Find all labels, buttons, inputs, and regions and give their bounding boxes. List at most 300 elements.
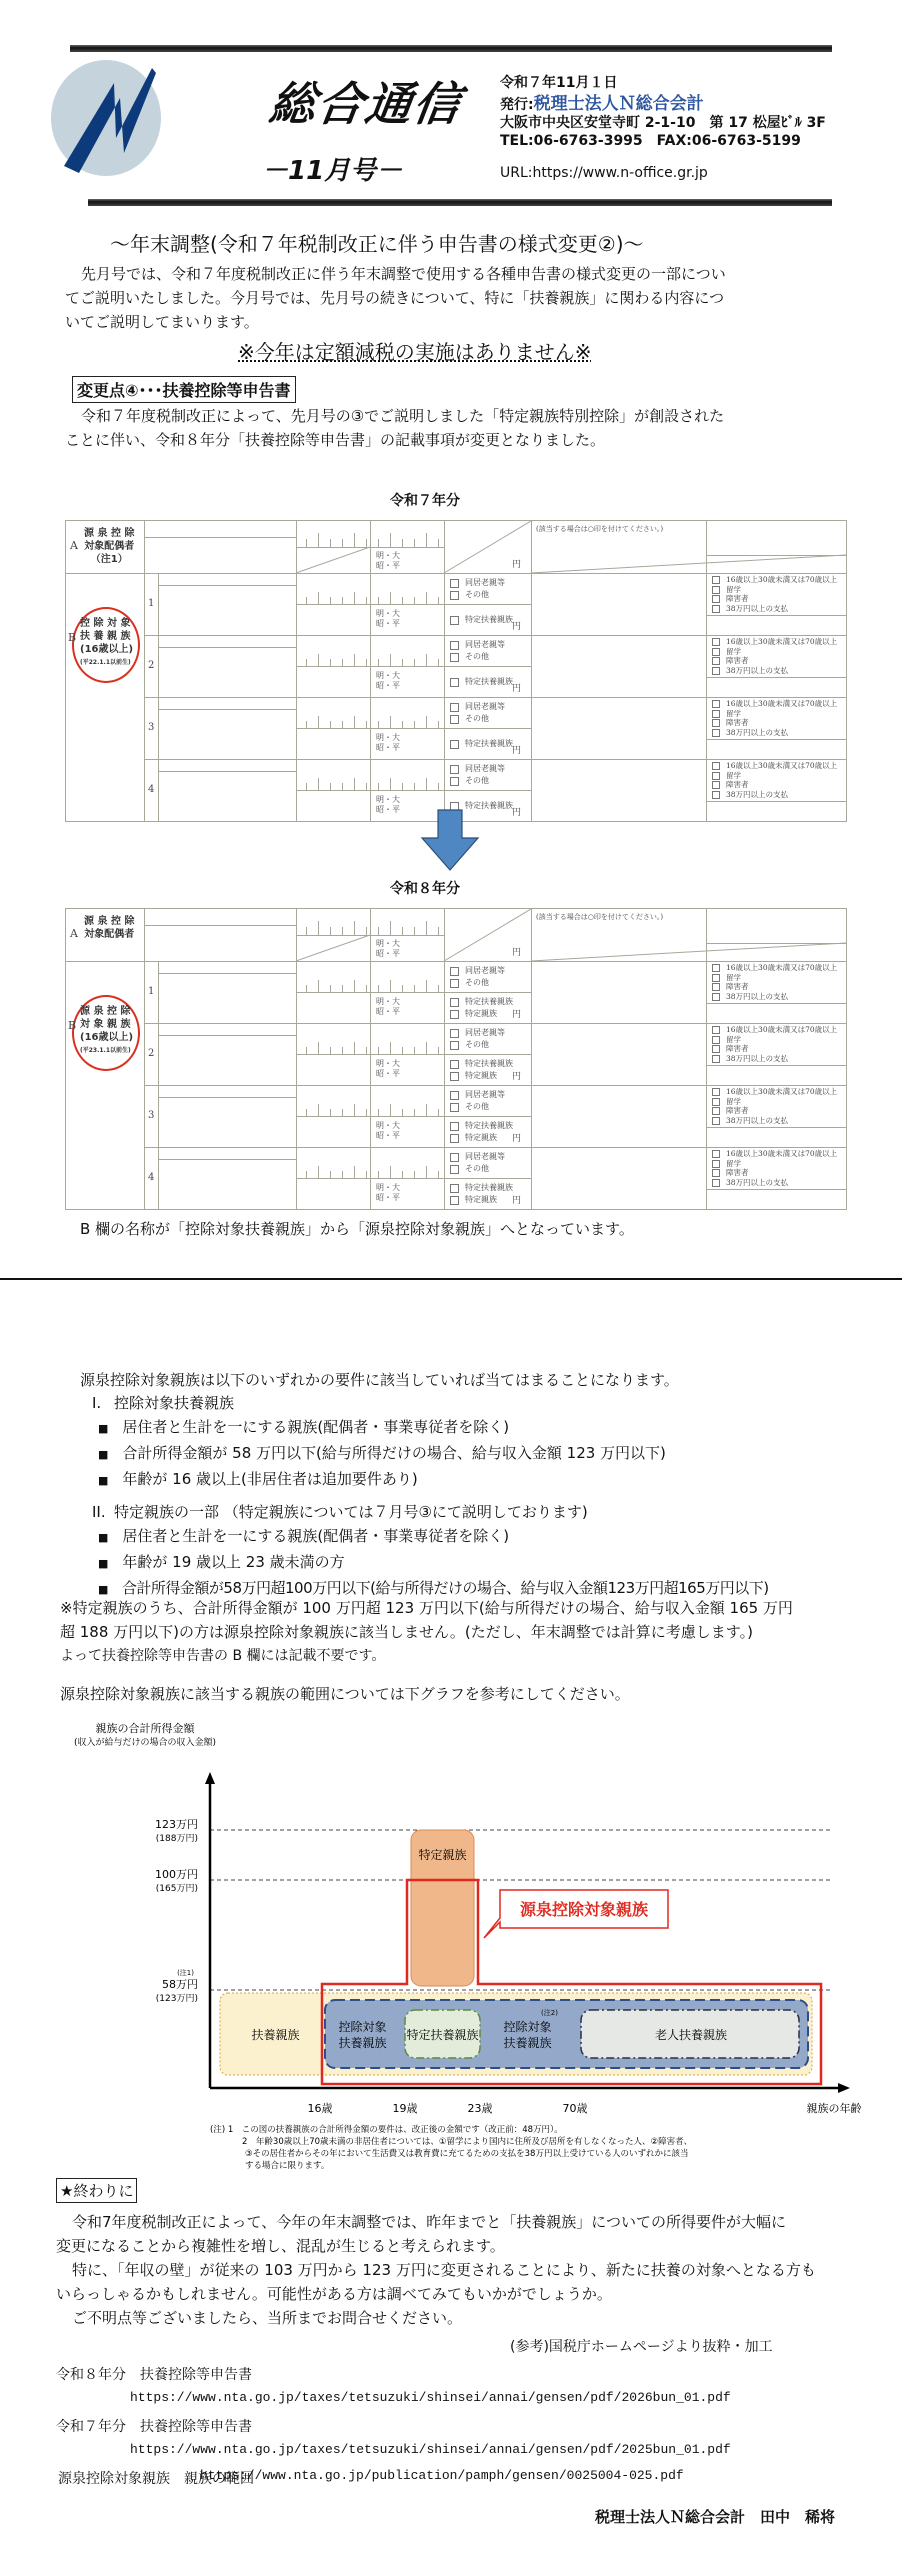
note-option[interactable] [712, 1025, 837, 1035]
diagonal-lines [66, 521, 846, 573]
special-option[interactable] [450, 1058, 513, 1070]
special-options [450, 996, 513, 1020]
signature: 税理士法人Ｎ総合会計 田中 稀将 [595, 2508, 836, 2526]
tick [438, 597, 439, 604]
special-option[interactable] [450, 1182, 513, 1194]
checkbox[interactable] [450, 1060, 459, 1069]
relation-option[interactable] [450, 1151, 505, 1163]
form-line [706, 801, 846, 802]
option-label: その他 [465, 714, 489, 723]
relation-option[interactable] [450, 1163, 505, 1175]
option-label: その他 [465, 590, 489, 599]
tick [306, 539, 307, 547]
checkbox[interactable] [712, 781, 720, 789]
x-axis-arrow [838, 2083, 850, 2093]
note-option[interactable] [712, 1116, 837, 1126]
option-label: 特定扶養親族 [465, 1183, 513, 1192]
closing-text [56, 2210, 816, 2330]
special-option[interactable] [450, 1120, 513, 1132]
special-option[interactable] [450, 614, 513, 626]
note-options [712, 1149, 837, 1187]
era-label [376, 1121, 400, 1141]
form-line [444, 604, 531, 605]
checkbox[interactable] [450, 653, 459, 662]
relation-options [450, 577, 505, 601]
note-option[interactable] [712, 1097, 837, 1107]
note-option[interactable] [712, 647, 837, 657]
closing-line: 変更になることから複雑性を増し、混乱が生じると考えられます。 [56, 2237, 505, 2255]
checkbox[interactable] [450, 579, 459, 588]
region-label: 控除対象 [338, 2020, 387, 2034]
option-label: 留学 [726, 584, 741, 594]
tick [330, 985, 331, 992]
intro-line: 先月号では、令和７年度税制改正に伴う年末調整で使用する各種申告書の様式変更の一部につい [81, 265, 726, 283]
checkbox[interactable] [450, 1134, 459, 1143]
checkbox[interactable] [450, 740, 459, 749]
note-line: 超 188 万円以下)の方は源泉控除対象親族に該当しません。(ただし、年末調整では計算に考慮します。) [60, 1623, 753, 1641]
relation-option[interactable] [450, 1101, 505, 1113]
checkbox[interactable] [712, 576, 720, 584]
relation-options [450, 1151, 505, 1175]
note-option[interactable] [712, 656, 837, 666]
relation-option[interactable] [450, 1039, 505, 1051]
option-label: その他 [465, 776, 489, 785]
note-option[interactable] [712, 604, 837, 614]
note-option[interactable] [712, 1159, 837, 1169]
checkbox[interactable] [712, 762, 720, 770]
option-label: 同居老親等 [465, 1152, 505, 1161]
checkbox[interactable] [712, 1026, 720, 1034]
tick [414, 1047, 415, 1054]
era-line: 明・大 [376, 733, 400, 742]
checkbox[interactable] [712, 1160, 720, 1168]
b-change-text: B 欄の名称が「控除対象扶養親族」から「源泉控除対象親族」へとなっています。 [80, 1220, 634, 1238]
option-label: 16歳以上30歳未満又は70歳以上 [726, 1025, 838, 1034]
y-tick-sublabel: (165万円) [155, 1884, 198, 1894]
note-option[interactable] [712, 1044, 837, 1054]
form-line [144, 759, 846, 760]
option-label: 16歳以上30歳未満又は70歳以上 [726, 761, 838, 770]
logo-n-icon [44, 38, 184, 178]
checkbox[interactable] [450, 1010, 459, 1019]
note-option[interactable] [712, 637, 837, 647]
tick [402, 659, 403, 666]
checkbox[interactable] [450, 1196, 459, 1205]
era-line: 昭・平 [376, 1193, 400, 1202]
tick [354, 921, 355, 935]
checkbox[interactable] [712, 700, 720, 708]
form-caption: 令和７年分 [390, 493, 460, 509]
checkbox[interactable] [450, 703, 459, 712]
tick [354, 1166, 355, 1178]
tick [330, 927, 331, 935]
note-option[interactable] [712, 718, 837, 728]
era-label [376, 671, 400, 691]
checkbox[interactable] [712, 1098, 720, 1106]
row-number: 4 [148, 1172, 155, 1183]
era-line: 昭・平 [376, 805, 400, 814]
tick [426, 778, 427, 790]
tick [438, 1047, 439, 1054]
form-line [158, 973, 296, 974]
form-line [706, 1127, 846, 1128]
checkbox[interactable] [450, 641, 459, 650]
form-line [144, 697, 846, 698]
note-option[interactable] [712, 1149, 837, 1159]
checkbox[interactable] [450, 678, 459, 687]
option-label: その他 [465, 1164, 489, 1173]
era-label [376, 795, 400, 815]
link-url[interactable]: https://www.nta.go.jp/taxes/tetsuzuki/shinsei/annai/gensen/pdf/2026bun_01.pdf [130, 2390, 731, 2405]
checkbox[interactable] [712, 983, 720, 991]
note-option[interactable] [712, 963, 837, 973]
change-point-text [65, 404, 865, 452]
checkbox[interactable] [712, 964, 720, 972]
tick [330, 659, 331, 666]
declaration-form [65, 520, 847, 822]
option-label: 特定扶養親族 [465, 1059, 513, 1068]
note-option[interactable] [712, 1054, 837, 1064]
era-line: 明・大 [376, 1121, 400, 1130]
tick [330, 1109, 331, 1116]
form-line [706, 677, 846, 678]
checkbox[interactable] [712, 1036, 720, 1044]
note-line: よって扶養控除等申告書の B 欄には記載不要です。 [60, 1648, 386, 1664]
checkbox[interactable] [712, 1088, 720, 1096]
relation-options [450, 763, 505, 787]
y-tick-label: 100万円 [155, 1868, 198, 1881]
option-label: その他 [465, 1040, 489, 1049]
tick [390, 921, 391, 935]
checkbox[interactable] [712, 1055, 720, 1063]
tick [426, 533, 427, 547]
option-label: 同居老親等 [465, 966, 505, 975]
option-label: 障害者 [726, 718, 749, 727]
special-option[interactable] [450, 996, 513, 1008]
note-option[interactable] [712, 771, 837, 781]
region-label: 控除対象 [503, 2020, 552, 2034]
era-line: 昭・平 [376, 1069, 400, 1078]
link-url[interactable]: https://www.nta.go.jp/publication/pamph/gensen/0025004-025.pdf [200, 2468, 684, 2483]
form-line [444, 666, 531, 667]
note-option[interactable] [712, 1168, 837, 1178]
note-option[interactable] [712, 982, 837, 992]
relation-option[interactable] [450, 1027, 505, 1039]
checkbox[interactable] [450, 1122, 459, 1131]
row-number: 1 [148, 986, 155, 997]
option-label: 特定親族 [465, 1009, 497, 1018]
tick [354, 654, 355, 666]
checkbox[interactable] [450, 1091, 459, 1100]
b-label-line: 源 泉 控 除 [80, 1006, 131, 1018]
note-option[interactable] [712, 1178, 837, 1188]
tick [402, 1109, 403, 1116]
checkbox[interactable] [712, 605, 720, 613]
note-options [712, 963, 837, 1001]
note-option[interactable] [712, 1087, 837, 1097]
tick [342, 783, 343, 790]
special-option[interactable] [450, 738, 513, 750]
relation-option[interactable] [450, 977, 505, 989]
special-options [450, 676, 513, 688]
era-line: 明・大 [376, 997, 400, 1006]
b-letter: B [68, 1019, 77, 1033]
form-line [144, 1147, 846, 1148]
era-line: 明・大 [376, 671, 400, 680]
special-option[interactable] [450, 1008, 513, 1020]
checkbox[interactable] [712, 993, 720, 1001]
tick [426, 716, 427, 728]
requirements-note [60, 1596, 793, 1668]
tick [438, 539, 439, 547]
checkbox[interactable] [450, 777, 459, 786]
relation-option[interactable] [450, 775, 505, 787]
relation-option[interactable] [450, 763, 505, 775]
tick [390, 1166, 391, 1178]
change-line: 令和７年度税制改正によって、先月号の③でご説明しました「特定親族特別控除」が創設された [81, 407, 725, 425]
form-caption: 令和８年分 [390, 881, 460, 897]
checkbox[interactable] [712, 586, 720, 594]
row-number: 3 [148, 1110, 155, 1121]
form-line [296, 1116, 444, 1117]
tick [390, 716, 391, 728]
special-option[interactable] [450, 1194, 513, 1206]
checkbox[interactable] [450, 979, 459, 988]
note-option[interactable] [712, 585, 837, 595]
chart-note: 2 年齢30歳以上70歳未満の非居住者については、①留学により国内に住所及び居所を有しなくなった人、②障害者、 [242, 2137, 693, 2147]
checkbox[interactable] [450, 1153, 459, 1162]
tick [438, 721, 439, 728]
form-line [296, 604, 444, 605]
checkbox[interactable] [450, 1184, 459, 1193]
checkbox[interactable] [450, 998, 459, 1007]
tick [330, 783, 331, 790]
option-label: 同居老親等 [465, 1090, 505, 1099]
tick [402, 597, 403, 604]
tick [354, 592, 355, 604]
yen-label: 円 [512, 746, 522, 756]
era-line: 明・大 [376, 551, 400, 560]
checkbox[interactable] [712, 638, 720, 646]
tick [378, 1171, 379, 1178]
tick [342, 985, 343, 992]
checkbox[interactable] [712, 772, 720, 780]
tick [378, 1109, 379, 1116]
relation-option[interactable] [450, 651, 505, 663]
option-label: 同居老親等 [465, 764, 505, 773]
note-option[interactable] [712, 790, 837, 800]
option-label: 特定扶養親族 [465, 615, 513, 624]
checkbox[interactable] [450, 616, 459, 625]
checkbox[interactable] [712, 595, 720, 603]
y-tick-sublabel: (188万円) [155, 1834, 198, 1844]
checkbox[interactable] [450, 967, 459, 976]
note-option[interactable] [712, 594, 837, 604]
tick [378, 597, 379, 604]
tick [318, 1166, 319, 1178]
checkbox[interactable] [450, 1103, 459, 1112]
special-options [450, 1058, 513, 1082]
website-url[interactable]: URL:https://www.n-office.gr.jp [500, 165, 708, 181]
form-line [296, 666, 444, 667]
relation-option[interactable] [450, 639, 505, 651]
tick [366, 927, 367, 935]
note-option[interactable] [712, 666, 837, 676]
note-option[interactable] [712, 575, 837, 585]
checkbox[interactable] [450, 1041, 459, 1050]
relation-options [450, 701, 505, 725]
tick [378, 927, 379, 935]
reference-note: (参考)国税庁ホームページより抜粋・加工 [510, 2339, 773, 2355]
checkbox[interactable] [712, 1117, 720, 1125]
option-label: 16歳以上30歳未満又は70歳以上 [726, 699, 838, 708]
numeral: I. [92, 1394, 102, 1412]
b-label [80, 1005, 134, 1057]
checkbox[interactable] [450, 715, 459, 724]
checkbox[interactable] [712, 667, 720, 675]
x-tick-label: 70歳 [562, 2102, 588, 2115]
era-line: 昭・平 [376, 681, 400, 690]
checkbox[interactable] [712, 791, 720, 799]
era-line: 明・大 [376, 609, 400, 618]
tick [378, 1047, 379, 1054]
chart-note: する場合に限ります。 [245, 2161, 330, 2171]
tick [426, 921, 427, 935]
note-option[interactable] [712, 699, 837, 709]
a-label-line: 源 泉 控 除 [84, 528, 135, 539]
tick [366, 1171, 367, 1178]
form-line [158, 1097, 296, 1098]
intro-line: いてご説明してまいります。 [65, 313, 259, 331]
tick [354, 533, 355, 547]
note-header: (該当する場合は○印を付けてください。) [536, 913, 664, 921]
tick [330, 539, 331, 547]
checkbox[interactable] [450, 591, 459, 600]
publisher [500, 89, 704, 114]
checkbox[interactable] [712, 657, 720, 665]
b-label-line: 扶 養 親 族 [80, 631, 131, 643]
tick [390, 592, 391, 604]
special-option[interactable] [450, 1070, 513, 1082]
relation-option[interactable] [450, 965, 505, 977]
change-line: ことに伴い、令和８年分「扶養控除等申告書」の記載事項が変更となりました。 [65, 431, 606, 449]
yen-label: 円 [512, 1196, 522, 1206]
publisher-name: 税理士法人Ｎ総合会計 [533, 94, 704, 114]
tick [318, 1042, 319, 1054]
tick [342, 597, 343, 604]
note-option[interactable] [712, 992, 837, 1002]
checkbox[interactable] [712, 974, 720, 982]
option-label: 留学 [726, 646, 741, 656]
option-label: 障害者 [726, 656, 749, 665]
relation-option[interactable] [450, 589, 505, 601]
tick [354, 716, 355, 728]
checkbox[interactable] [712, 710, 720, 718]
option-label: 同居老親等 [465, 702, 505, 711]
tick [438, 1109, 439, 1116]
checkbox[interactable] [450, 1029, 459, 1038]
note-option[interactable] [712, 780, 837, 790]
tick [402, 539, 403, 547]
link-url[interactable]: https://www.nta.go.jp/taxes/tetsuzuki/shinsei/annai/gensen/pdf/2025bun_01.pdf [130, 2442, 731, 2457]
tel-fax: TEL:06-6763-3995 FAX:06-6763-5199 [500, 133, 801, 149]
relation-option[interactable] [450, 701, 505, 713]
form-line [296, 728, 444, 729]
option-label: 特定扶養親族 [465, 1121, 513, 1130]
era-line: 明・大 [376, 939, 400, 948]
note-options [712, 637, 837, 675]
tick [318, 980, 319, 992]
checkbox[interactable] [712, 719, 720, 727]
tick [426, 592, 427, 604]
form-line [444, 728, 531, 729]
tick [306, 1047, 307, 1054]
note-option[interactable] [712, 728, 837, 738]
checkbox[interactable] [712, 1045, 720, 1053]
relation-option[interactable] [450, 713, 505, 725]
tick [318, 592, 319, 604]
row-number: 4 [148, 784, 155, 795]
checkbox[interactable] [712, 1107, 720, 1115]
note-option[interactable] [712, 973, 837, 983]
note-option[interactable] [712, 709, 837, 719]
era-line: 昭・平 [376, 743, 400, 752]
tick [366, 539, 367, 547]
row-number: 3 [148, 722, 155, 733]
tick [354, 778, 355, 790]
tick [426, 1166, 427, 1178]
note-option[interactable] [712, 1035, 837, 1045]
y-tick-label: 123万円 [155, 1818, 198, 1831]
form-line [158, 961, 159, 1209]
checkbox[interactable] [450, 765, 459, 774]
region-label: 特定親族 [418, 1848, 467, 1862]
checkbox[interactable] [712, 1169, 720, 1177]
option-label: 特定扶養親族 [465, 801, 513, 810]
checkbox[interactable] [712, 1150, 720, 1158]
form-line [158, 709, 296, 710]
tick [438, 783, 439, 790]
checkbox[interactable] [712, 648, 720, 656]
notice: ※今年は定額減税の実施はありません※ [238, 340, 592, 364]
note-option[interactable] [712, 1106, 837, 1116]
checkbox[interactable] [712, 1179, 720, 1187]
tick [414, 927, 415, 935]
note-option[interactable] [712, 761, 837, 771]
tick [426, 1042, 427, 1054]
chart-note: ③その居住者からその年において生活費又は教育費に充てるための支払を38万円以上受けている人のいずれかに該当 [245, 2149, 689, 2159]
option-label: 障害者 [726, 1044, 749, 1053]
checkbox[interactable] [450, 1165, 459, 1174]
tick [366, 721, 367, 728]
link-title: 源泉控除対象親族 親族の範囲 [58, 2471, 254, 2487]
checkbox[interactable] [712, 729, 720, 737]
diagonal-lines [66, 909, 846, 961]
special-option[interactable] [450, 676, 513, 688]
relation-option[interactable] [450, 577, 505, 589]
option-label: 16歳以上30歳未満又は70歳以上 [726, 637, 838, 646]
form-line [706, 1189, 846, 1190]
special-option[interactable] [450, 1132, 513, 1144]
relation-option[interactable] [450, 1089, 505, 1101]
form-line [144, 1023, 846, 1024]
form-line [296, 992, 444, 993]
tick [402, 783, 403, 790]
tick [366, 985, 367, 992]
intro-text [65, 262, 855, 334]
checkbox[interactable] [450, 1072, 459, 1081]
list-item: ■ 居住者と生計を一にする親族(配偶者・事業専従者を除く) [98, 1418, 510, 1436]
